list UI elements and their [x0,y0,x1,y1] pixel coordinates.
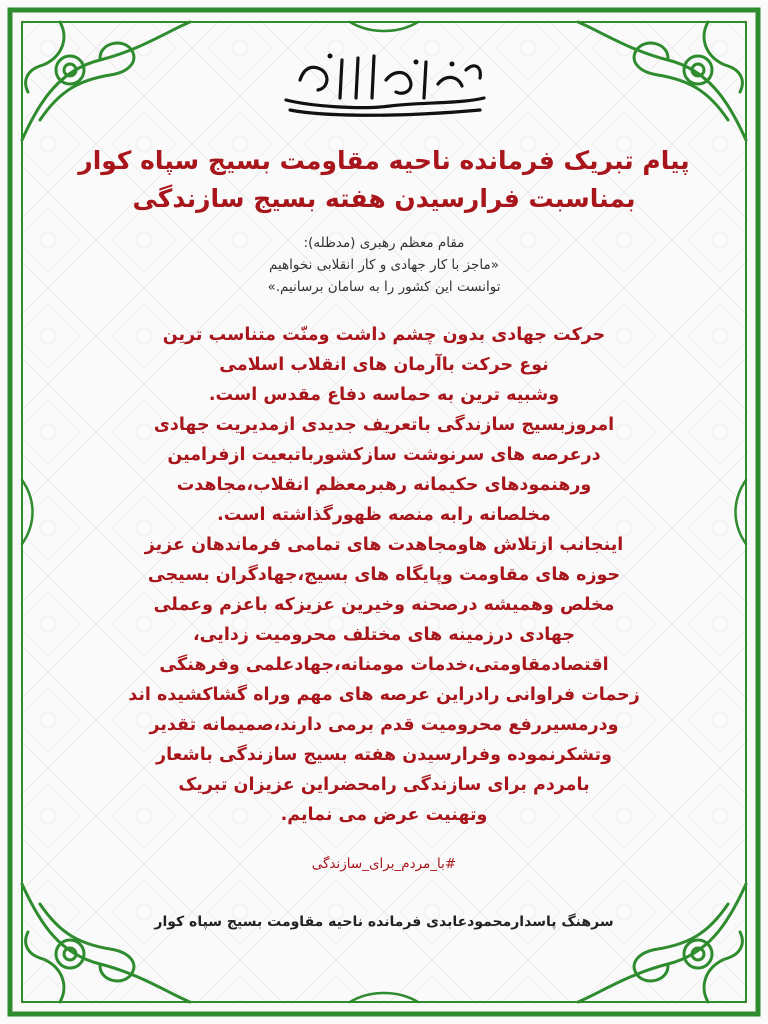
body-line: وتهنیت عرض می نمایم. [280,805,488,825]
body-line: وتشکرنموده وفرارسیدن هفته بسیج سازندگی باشعار [156,745,612,765]
body-line: حوزه های مقاومت وپایگاه های بسیج،جهادگران بسیجی [147,565,621,585]
body-line: ودرمسیررفع محرومیت قدم برمی دارند،صمیمانه تقدیر [149,715,619,735]
body-line: زحمات فراوانی رادراین عرصه های مهم وراه گشاکشیده اند [128,685,640,705]
hashtag: #با_مردم_برای_سازندگی [311,856,457,872]
body-line: مخلص وهمیشه درصحنه وخیرین عزیزکه باعزم وعملی [153,595,615,615]
quote-line-3: توانست این کشور را به سامان برسانیم.» [267,279,501,295]
body-line: ورهنمودهای حکیمانه رهبرمعظم انقلاب،مجاهدت [176,475,592,495]
body-line: بامردم برای سازندگی رامحضراین عزیزان تبریک [178,775,590,795]
body-line: اقتصادمقاومتی،خدمات مومنانه،جهادعلمی وفرهنگی [159,655,609,675]
body-line: وشبیه ترین به حماسه دفاع مقدس است. [208,385,560,405]
body-line: درعرصه های سرنوشت سازکشورباتبعیت ازفرامین [167,445,601,465]
message-body [60,320,708,830]
signature: سرهنگ پاسدارمحمودعابدی فرمانده ناحیه مقاومت بسیج سپاه کوار [154,914,614,930]
basmala-calligraphy [60,40,708,120]
body-line: مخلصانه رابه منصه ظهورگذاشته است. [217,505,551,525]
title-line-2: بمناسبت فرارسیدن هفته بسیج سازندگی [132,184,636,213]
body-line: جهادی درزمینه های مختلف محرومیت زدایی، [192,625,576,645]
body-line: امروزبسیج سازندگی باتعریف جدیدی ازمدیریت جهادی [153,415,615,435]
quote-line-1: مقام معظم رهبری (مدظله): [303,235,465,251]
content [60,0,708,1024]
quote-line-2: «ماجز با کار جهادی و کار انقلابی نخواهیم [269,257,499,273]
body-line: اینجانب ازتلاش هاومجاهدت های تمامی فرماندهان عزیز [144,535,624,555]
leader-quote [60,232,708,298]
title-line-1: پیام تبریک فرمانده ناحیه مقاومت بسیج سپاه کوار [78,146,690,175]
body-line: حرکت جهادی بدون چشم داشت ومنّت متناسب ترین [162,325,606,345]
body-line: نوع حرکت باآرمان های انقلاب اسلامی [219,355,549,375]
page-title [60,142,708,218]
